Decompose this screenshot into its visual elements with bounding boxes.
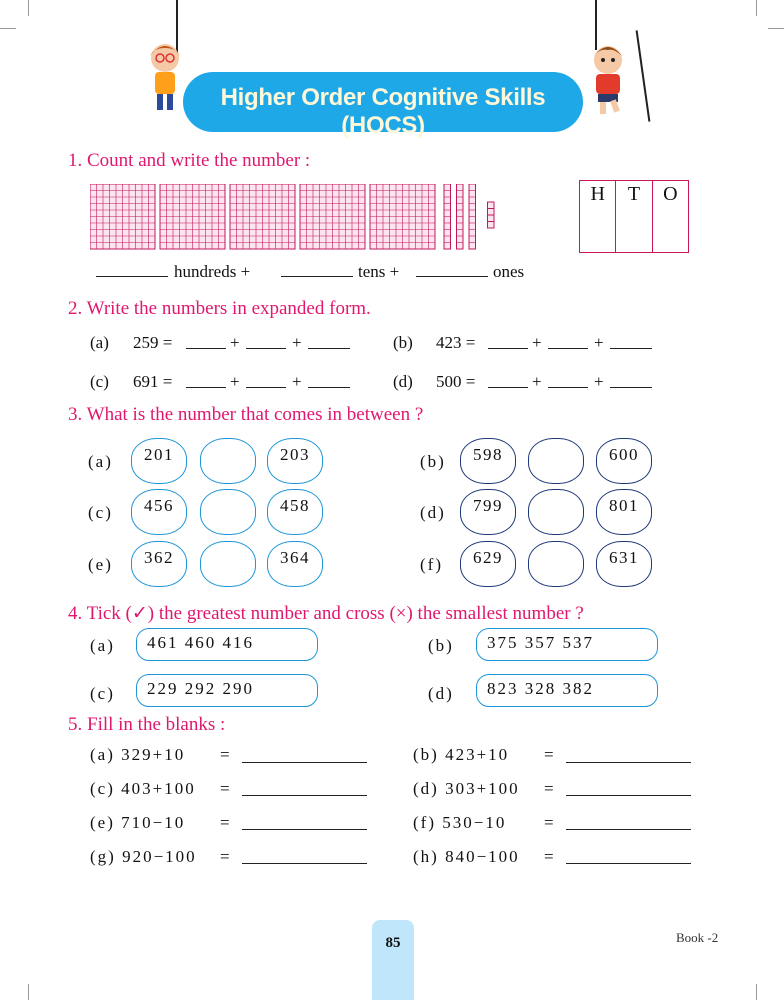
- number-oval: 600: [596, 438, 652, 484]
- q5-item: (a) 329+10: [90, 745, 186, 764]
- ones-blank[interactable]: [416, 276, 488, 277]
- q5-item: (g) 920−100: [90, 847, 197, 866]
- q4-item-label: (b): [428, 636, 454, 655]
- number-oval: 458: [267, 489, 323, 535]
- plus-sign: +: [594, 372, 604, 391]
- equals-sign: =: [544, 847, 554, 866]
- hundred-block: [230, 184, 295, 249]
- crop-mark: [0, 28, 16, 29]
- expanded-blank[interactable]: [488, 348, 528, 349]
- q3-item-label: (c): [88, 503, 113, 522]
- q2-item-label: (c): [90, 372, 109, 391]
- one-cube: [488, 222, 495, 229]
- number-oval: 801: [596, 489, 652, 535]
- q3-item-label: (f): [420, 555, 443, 574]
- boy-illustration: [578, 42, 648, 117]
- hundred-block: [90, 184, 155, 249]
- number-oval: 598: [460, 438, 516, 484]
- tens-blank[interactable]: [281, 276, 353, 277]
- answer-blank[interactable]: [566, 863, 691, 864]
- number-oval: 201: [131, 438, 187, 484]
- expanded-blank[interactable]: [308, 387, 350, 388]
- plus-sign: +: [230, 333, 240, 352]
- plus-sign: +: [532, 333, 542, 352]
- ten-rod: [444, 184, 451, 249]
- page-number-tab: [372, 920, 414, 1000]
- hundred-block: [160, 184, 225, 249]
- question-3-title: 3. What is the number that comes in between ?: [68, 404, 424, 425]
- equals-sign: =: [544, 745, 554, 764]
- question-5-title: 5. Fill in the blanks :: [68, 714, 226, 735]
- expanded-blank[interactable]: [246, 387, 286, 388]
- number-oval: 799: [460, 489, 516, 535]
- ones-label: ones: [493, 262, 525, 281]
- crop-mark: [28, 984, 29, 1000]
- plus-sign: +: [230, 372, 240, 391]
- q3-item-label: (a): [88, 452, 113, 471]
- equals-sign: =: [544, 779, 554, 798]
- number-oval: 364: [267, 541, 323, 587]
- answer-blank[interactable]: [242, 863, 367, 864]
- q2-item-label: (a): [90, 333, 109, 352]
- q2-item-label: (d): [393, 372, 413, 391]
- plus-sign: +: [292, 372, 302, 391]
- q3-item-label: (b): [420, 452, 446, 471]
- equals-sign: =: [220, 779, 230, 798]
- hundred-block: [300, 184, 365, 249]
- base-ten-blocks: [90, 184, 520, 254]
- answer-blank[interactable]: [242, 829, 367, 830]
- plus-sign: +: [594, 333, 604, 352]
- number-oval: 629: [460, 541, 516, 587]
- page-number: 85: [385, 935, 401, 951]
- page-title: Higher Order Cognitive Skills (HOCS): [220, 84, 546, 139]
- question-1-title: 1. Count and write the number :: [68, 150, 311, 171]
- expanded-blank[interactable]: [186, 387, 226, 388]
- girl-illustration: [140, 40, 190, 115]
- crop-mark: [756, 984, 757, 1000]
- crop-mark: [768, 28, 784, 29]
- equals-sign: =: [220, 847, 230, 866]
- answer-blank[interactable]: [566, 762, 691, 763]
- hundreds-label: hundreds +: [174, 262, 251, 281]
- one-cube: [488, 215, 495, 222]
- q3-item-label: (d): [420, 503, 446, 522]
- number-group[interactable]: 461 460 416: [136, 628, 318, 661]
- plus-sign: +: [532, 372, 542, 391]
- equals-sign: =: [220, 745, 230, 764]
- answer-oval[interactable]: [528, 489, 584, 535]
- answer-oval[interactable]: [528, 541, 584, 587]
- q2-item-label: (b): [393, 333, 413, 352]
- answer-blank[interactable]: [242, 762, 367, 763]
- answer-oval[interactable]: [528, 438, 584, 484]
- expanded-blank[interactable]: [548, 387, 588, 388]
- one-cube: [488, 209, 495, 216]
- number-oval: 362: [131, 541, 187, 587]
- ten-rod: [469, 184, 476, 249]
- q3-item-label: (e): [88, 555, 113, 574]
- q5-item: (e) 710−10: [90, 813, 186, 832]
- q2-item-expr: 423 =: [436, 333, 476, 352]
- hto-table: [579, 180, 689, 253]
- plus-sign: +: [292, 333, 302, 352]
- answer-blank[interactable]: [566, 795, 691, 796]
- expanded-blank[interactable]: [186, 348, 226, 349]
- expanded-blank[interactable]: [610, 387, 652, 388]
- q2-item-expr: 500 =: [436, 372, 476, 391]
- hto-header-hundreds: H: [580, 181, 616, 252]
- tens-label: tens +: [358, 262, 400, 281]
- book-label: Book -2: [676, 930, 719, 945]
- number-oval: 203: [267, 438, 323, 484]
- equals-sign: =: [544, 813, 554, 832]
- answer-oval[interactable]: [200, 489, 256, 535]
- answer-blank[interactable]: [242, 795, 367, 796]
- hundreds-blank[interactable]: [96, 276, 168, 277]
- number-group[interactable]: 229 292 290: [136, 674, 318, 707]
- hundred-block: [370, 184, 435, 249]
- expanded-blank[interactable]: [610, 348, 652, 349]
- q5-item: (b) 423+10: [413, 745, 510, 764]
- q4-item-label: (c): [90, 684, 115, 703]
- one-cube: [488, 202, 495, 209]
- answer-blank[interactable]: [566, 829, 691, 830]
- q2-item-expr: 691 =: [133, 372, 173, 391]
- expanded-blank[interactable]: [246, 348, 286, 349]
- crop-mark: [756, 0, 757, 16]
- hto-header-ones: O: [663, 183, 678, 205]
- number-group[interactable]: 375 357 537: [476, 628, 658, 661]
- q5-item: (d) 303+100: [413, 779, 520, 798]
- question-2-title: 2. Write the numbers in expanded form.: [68, 298, 371, 319]
- expanded-blank[interactable]: [548, 348, 588, 349]
- number-oval: 456: [131, 489, 187, 535]
- number-group[interactable]: 823 328 382: [476, 674, 658, 707]
- expanded-blank[interactable]: [308, 348, 350, 349]
- q5-item: (f) 530−10: [413, 813, 507, 832]
- equals-sign: =: [220, 813, 230, 832]
- q2-item-expr: 259 =: [133, 333, 173, 352]
- number-oval: 631: [596, 541, 652, 587]
- question-4-title: 4. Tick (✓) the greatest number and cross (×) the smallest number ?: [68, 603, 584, 624]
- q5-item: (c) 403+100: [90, 779, 196, 798]
- q4-item-label: (d): [428, 684, 454, 703]
- ten-rod: [457, 184, 464, 249]
- answer-oval[interactable]: [200, 438, 256, 484]
- expanded-blank[interactable]: [488, 387, 528, 388]
- q5-item: (h) 840−100: [413, 847, 520, 866]
- hto-header-tens: T: [616, 181, 652, 252]
- q4-item-label: (a): [90, 636, 115, 655]
- crop-mark: [28, 0, 29, 16]
- answer-oval[interactable]: [200, 541, 256, 587]
